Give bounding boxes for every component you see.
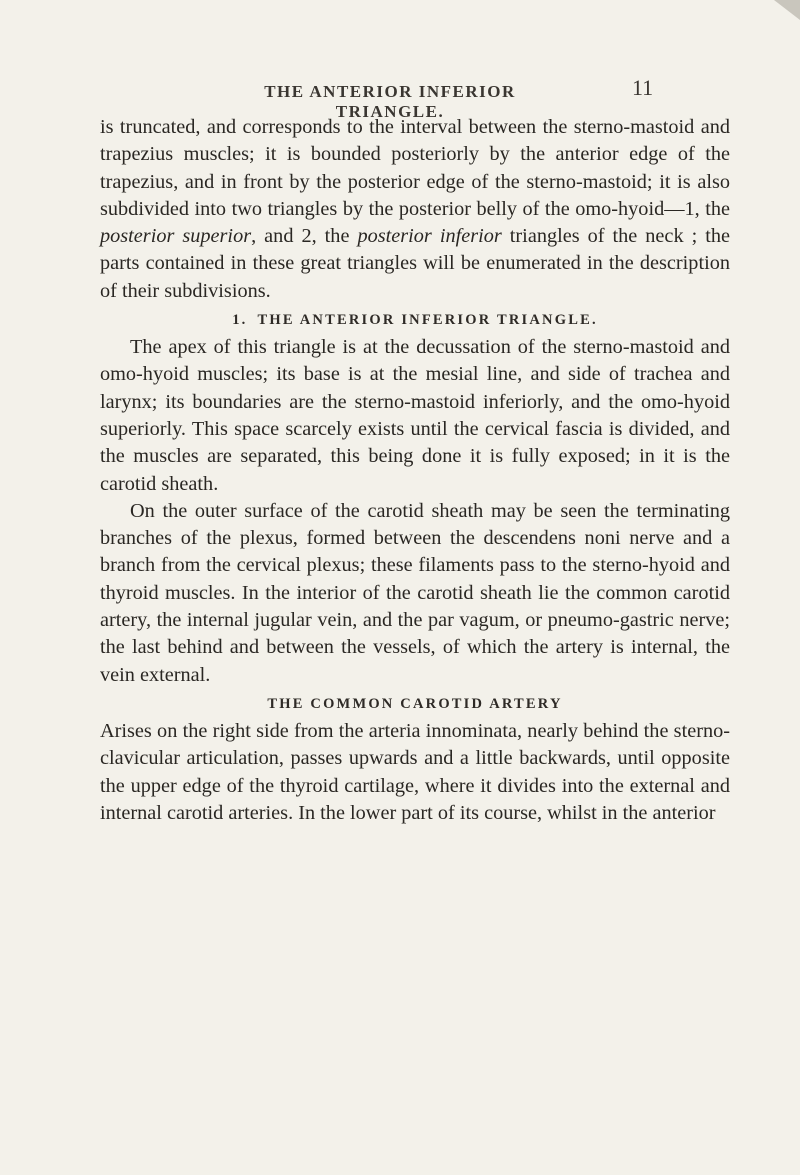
- section-1-paragraph-2: On the outer surface of the carotid sheath may be seen the terminating branches of the plexus, formed between the descendens noni nerve and a branch from the cervical plexus; these filaments pass to the sterno-hyoid and thyroid muscles. In the interior of the carotid sheath lie the common carotid artery, the internal jugular vein, and the par vagum, or pneumo-gastric nerve; the last behind and between the vessels, of which the artery is internal, the vein external.: [100, 499, 730, 686]
- running-head: THE ANTERIOR INFERIOR TRIANGLE.: [264, 82, 516, 121]
- section-2-paragraph-1: Arises on the right side from the arteria innominata, nearly behind the sterno-clavicular articulation, passes upwards and a little backwards, until opposite the upper edge of the thyroid cartilage, where it divides into the external and internal carotid arteries. In the lower part of its course, whilst in the anterior: [100, 719, 730, 824]
- intro-italic-2: posterior inferior: [357, 225, 502, 248]
- intro-italic-1: posterior superior: [100, 225, 252, 248]
- section-heading-common-carotid-artery: THE COMMON CAROTID ARTERY: [267, 695, 563, 712]
- section-title: THE ANTERIOR INFERIOR TRIANGLE.: [257, 312, 598, 329]
- intro-text-1: is truncated, and corresponds to the interval between the sterno-mastoid and trapezius muscles; it is bounded posteriorly by the anterior edge of the trapezius, and in front by the posterior edge of the sterno-mastoid; it is also subdivided into two triangles by the posterior belly of the omo-hyoid—1, the: [100, 116, 730, 220]
- page-number: 11: [632, 75, 654, 100]
- intro-text-2: , and 2, the: [251, 225, 358, 248]
- page-body: [100, 114, 730, 827]
- intro-paragraph: [100, 114, 730, 305]
- section-1-paragraph-1: The apex of this triangle is at the decussation of the sterno-mastoid and omo-hyoid muscles; its base is at the mesial line, and side of trachea and larynx; its boundaries are the sterno-mastoid inferiorly, and the omo-hyoid superiorly. This space scarcely exists until the cervical fascia is divided, and the muscles are separated, this being done it is fully exposed; in it is the carotid sheath.: [100, 336, 730, 495]
- intro-text-3: triangles of the neck ; the parts contained in these great triangles will be enumerated in the description of their subdivisions.: [100, 225, 730, 302]
- page-corner-fold: [760, 0, 800, 24]
- section-heading-anterior-inferior-triangle: [100, 307, 730, 334]
- section-number: 1.: [232, 312, 248, 329]
